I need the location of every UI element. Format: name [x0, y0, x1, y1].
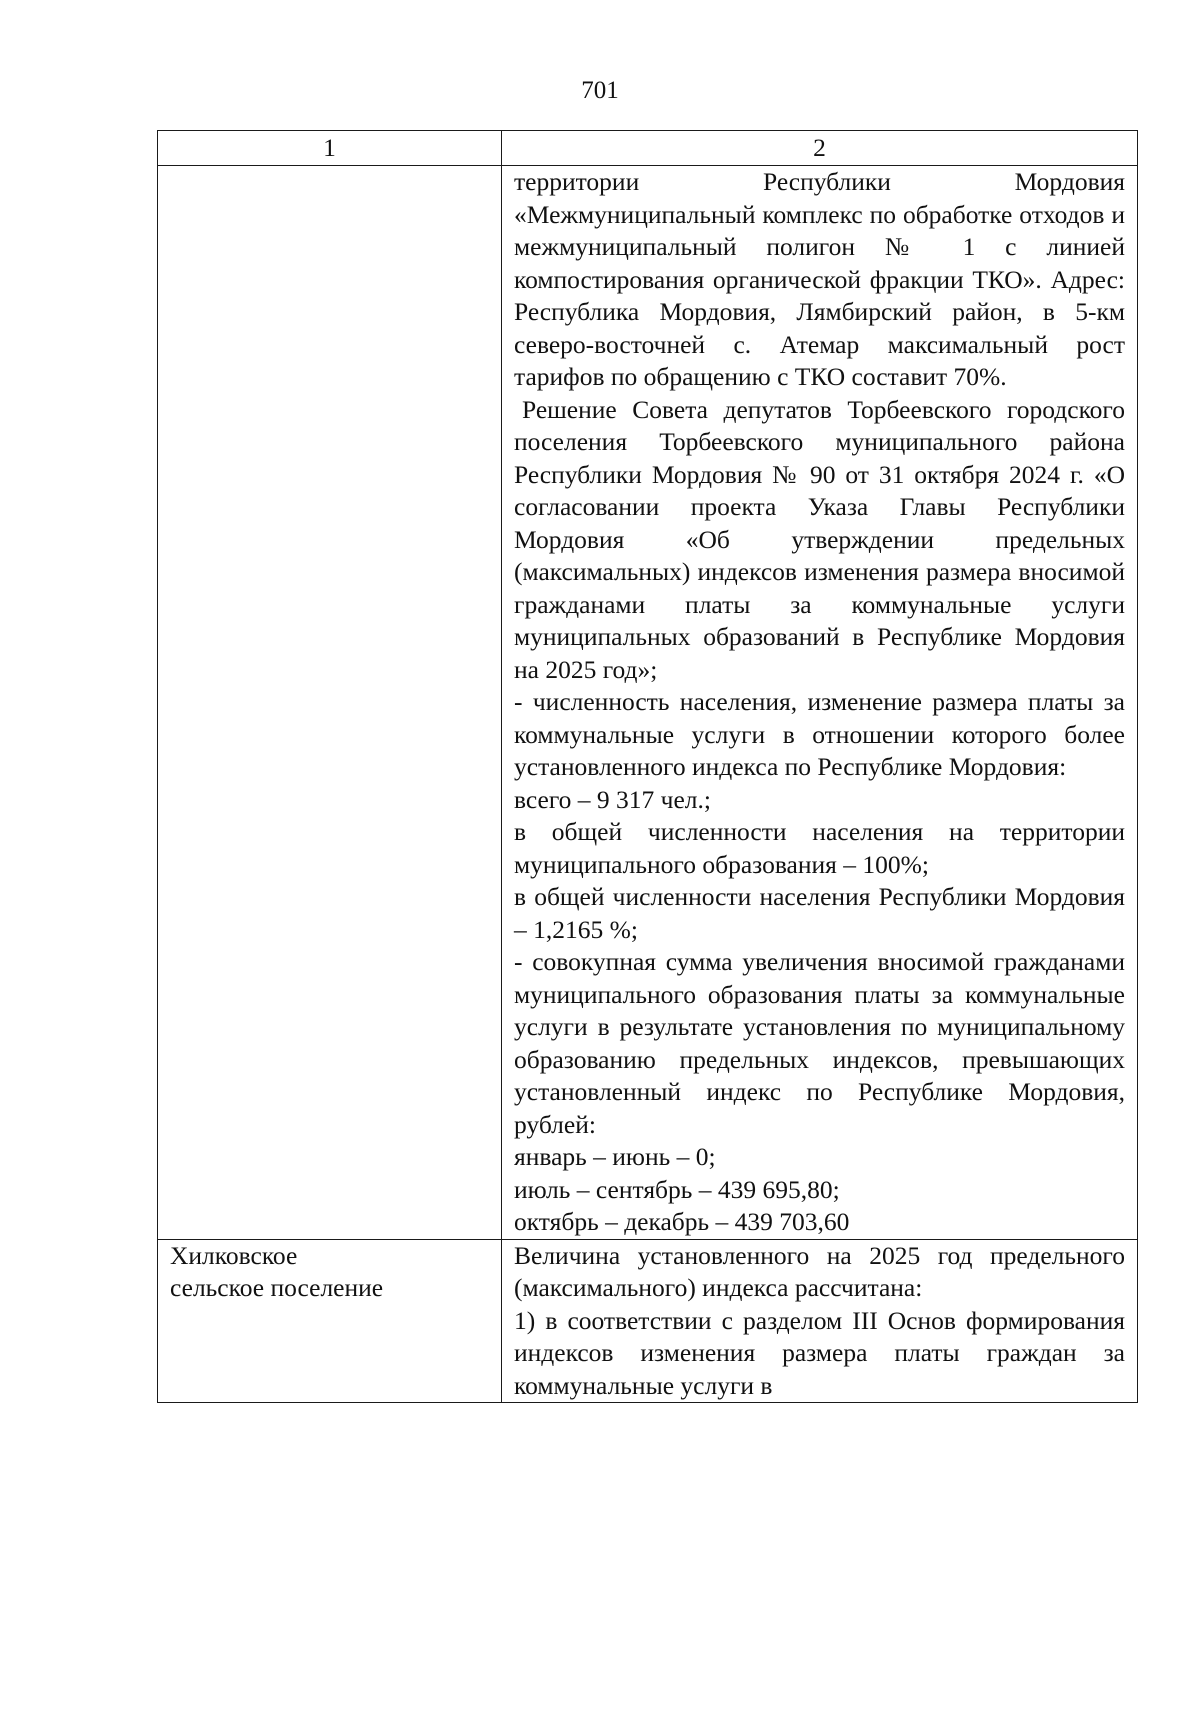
paragraph: территории Республики Мордовия «Межмуниципальный комплекс по обработке отходов и межмуниципальный полигон № 1 с линией компостирования органической фракции ТКО». Адрес: Республика Мордовия, Лямбирский район, в 5-км северо-восточней с. Атемар максимальный рост тарифов по обращению с ТКО составит 70%.	[514, 167, 1125, 391]
table-header-row	[158, 131, 1138, 166]
row2-col1-cell	[158, 1239, 502, 1403]
paragraph: - совокупная сумма увеличения вносимой гражданами муниципального образования платы за коммунальные услуги в результате установления по муниципальному образованию предельных индексов, превышающих установленный индекс по Республике Мордовия, рублей:	[514, 947, 1125, 1139]
paragraph: июль – сентябрь – 439 695,80;	[514, 1174, 840, 1204]
paragraph: - численность населения, изменение размера платы за коммунальные услуги в отношении которого более установленного индекса по Республике Мордовия:	[514, 687, 1125, 781]
settlement-name-line: сельское поселение	[170, 1273, 384, 1302]
paragraph: всего – 9 317 чел.;	[514, 784, 711, 814]
row1-col1-cell	[158, 166, 502, 1240]
page-number: 701	[581, 77, 619, 104]
row1-col2-cell	[502, 166, 1138, 1240]
header-cell-2: 2	[502, 131, 1138, 166]
paragraph: в общей численности населения на территории муниципального образования – 100%;	[514, 817, 1125, 879]
paragraph: октябрь – декабрь – 439 703,60	[514, 1207, 850, 1236]
settlement-name-line: Хилковское	[170, 1240, 298, 1270]
table-row	[158, 166, 1138, 1240]
header-cell-1: 1	[158, 131, 502, 166]
paragraph: Решение Совета депутатов Торбеевского городского поселения Торбеевского муниципального района Республики Мордовия № 90 от 31 октября 2024 г. «О согласовании проекта Указа Главы Республики Мордовия «Об утверждении предельных (максимальных) индексов изменения размера вносимой гражданами платы за коммунальные услуги муниципальных образований в Республике Мордовия на 2025 год»;	[514, 394, 1125, 684]
row2-col2-cell	[502, 1239, 1138, 1403]
paragraph: 1) в соответствии с разделом III Основ формирования индексов изменения размера платы граждан за коммунальные услуги в	[514, 1305, 1125, 1400]
document-table	[157, 130, 1138, 1403]
paragraph: январь – июнь – 0;	[514, 1142, 716, 1171]
table-row	[158, 1239, 1138, 1403]
paragraph: Величина установленного на 2025 год предельного (максимального) индекса рассчитана:	[514, 1240, 1125, 1302]
paragraph: в общей численности населения Республики Мордовия – 1,2165 %;	[514, 882, 1125, 944]
